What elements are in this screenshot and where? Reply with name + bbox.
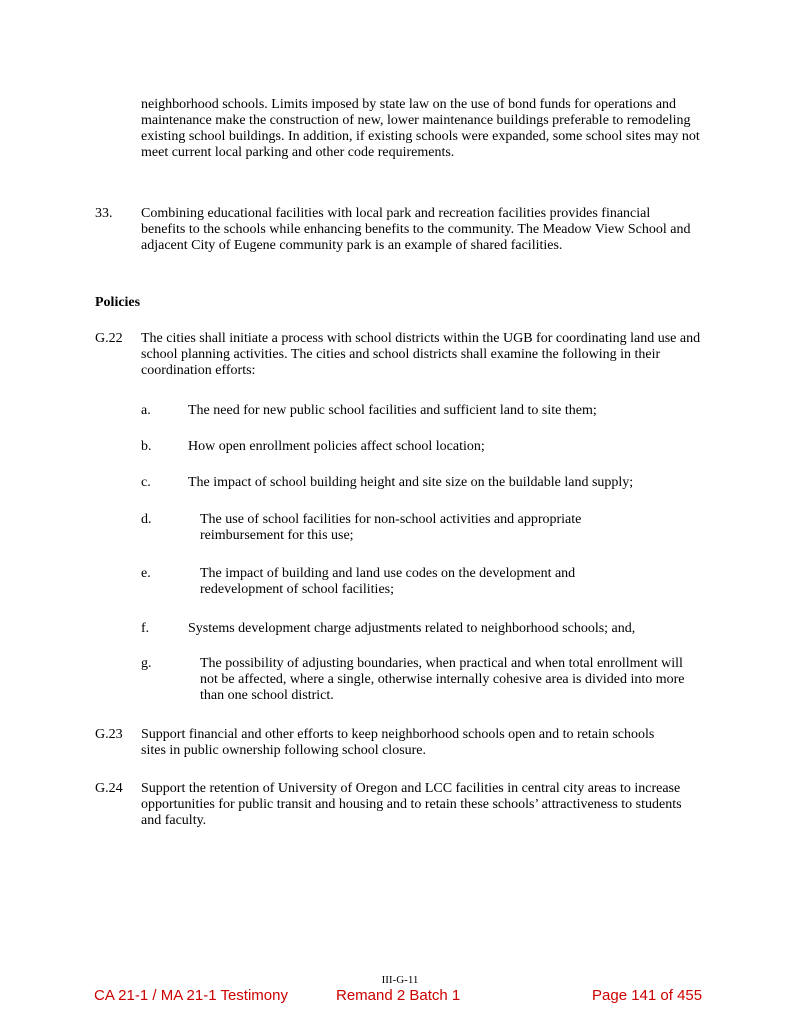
list-item-letter: a. xyxy=(141,403,151,418)
list-item-letter: b. xyxy=(141,439,152,454)
page-number: III-G-11 xyxy=(381,974,419,986)
policy-text: Support the retention of University of Oregon and LCC facilities in central city areas to increase opportunities for public transit and housing and to retain these schools’ attractiveness to students and faculty. xyxy=(141,781,682,828)
list-item-text: The impact of school building height and site size on the buildable land supply; xyxy=(188,475,634,490)
footer-center: Remand 2 Batch 1 xyxy=(336,987,461,1004)
list-item-text: The possibility of adjusting boundaries, when practical and when total enrollment will not be affected, where a single, otherwise internally cohesive area is divided into more than one school district. xyxy=(200,656,685,703)
list-item-letter: d. xyxy=(141,512,152,527)
list-item-text: Systems development charge adjustments related to neighborhood schools; and, xyxy=(188,621,636,636)
list-item-text: The need for new public school facilities and sufficient land to site them; xyxy=(188,403,597,418)
footer-left: CA 21-1 / MA 21-1 Testimony xyxy=(94,987,288,1004)
policy-text: The cities shall initiate a process with school districts within the UGB for coordinating land use and school planning activities. The cities and school districts shall examine the following in their coordination efforts: xyxy=(141,331,701,378)
list-item-text: How open enrollment policies affect school location; xyxy=(188,439,485,454)
list-item-letter: f. xyxy=(141,621,150,636)
list-item-text: The use of school facilities for non-school activities and appropriate reimbursement for this use; xyxy=(200,512,582,543)
list-item-letter: g. xyxy=(141,656,152,671)
policies-heading: Policies xyxy=(95,295,141,310)
finding-text: Combining educational facilities with local park and recreation facilities provides financial benefits to the schools while enhancing benefits to the community. The Meadow View School and adjacent City of Eugene community park is an example of shared facilities. xyxy=(141,206,691,253)
footer-right: Page 141 of 455 xyxy=(592,987,703,1004)
policy-number: G.24 xyxy=(95,781,123,796)
list-item-letter: e. xyxy=(141,566,151,581)
policy-text: Support financial and other efforts to keep neighborhood schools open and to retain schools sites in public ownership following school closure. xyxy=(141,727,655,758)
list-item-letter: c. xyxy=(141,475,151,490)
finding-number: 33. xyxy=(95,206,113,221)
policy-number: G.22 xyxy=(95,331,123,346)
policy-number: G.23 xyxy=(95,727,123,742)
continued-paragraph: neighborhood schools. Limits imposed by state law on the use of bond funds for operations and maintenance make the construction of new, lower maintenance buildings preferable to remodeling existing school buildings. In addition, if existing schools were expanded, some school sites may not meet current local parking and other code requirements. xyxy=(141,97,700,160)
list-item-text: The impact of building and land use codes on the development and redevelopment of school facilities; xyxy=(200,566,576,597)
